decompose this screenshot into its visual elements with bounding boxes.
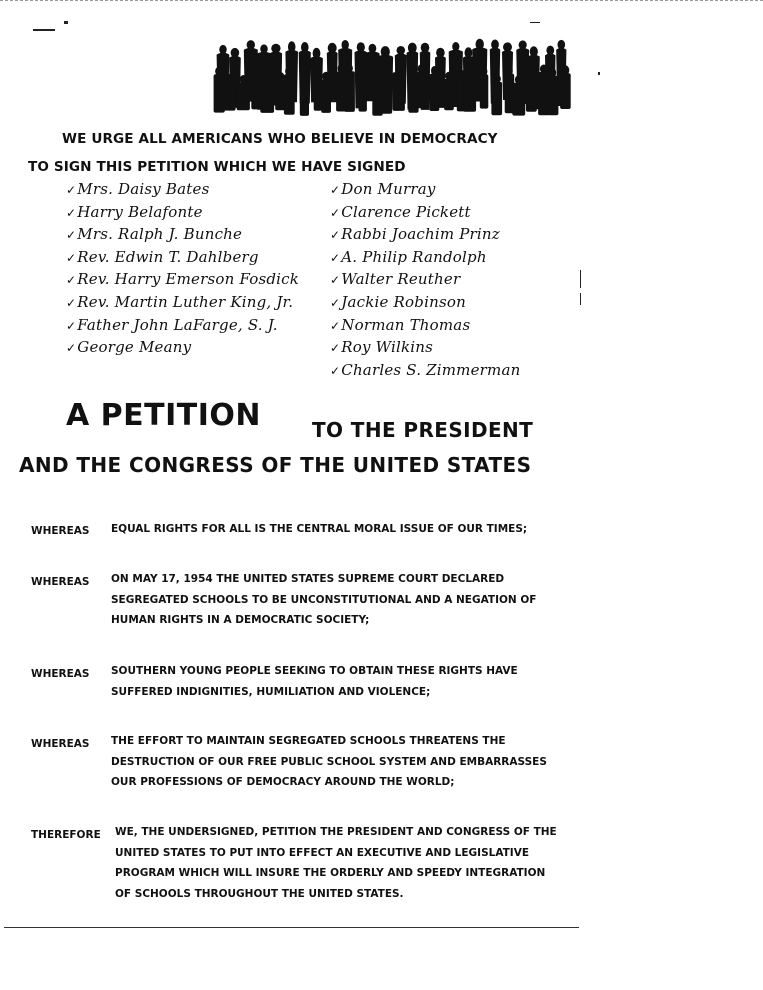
signature-name: Norman Thomas: [341, 315, 471, 334]
signature: [66, 268, 299, 291]
clause-line: OF SCHOOLS THROUGHOUT THE UNITED STATES.: [115, 888, 404, 901]
signature: [330, 268, 520, 291]
clause-line: EQUAL RIGHTS FOR ALL IS THE CENTRAL MORAL ISSUE OF OUR TIMES;: [111, 523, 528, 535]
signature: [66, 223, 299, 246]
signature-name: Mrs. Daisy Bates: [77, 180, 210, 198]
signatories-left-column: [66, 178, 299, 359]
signature-name: Mrs. Ralph J. Bunche: [77, 225, 243, 244]
signature: [330, 359, 520, 382]
check-mark-icon: ✓: [66, 341, 77, 356]
check-mark-icon: ✓: [330, 228, 341, 243]
bottom-rule: [4, 927, 579, 928]
clause-line: ON MAY 17, 1954 THE UNITED STATES SUPREME COURT DECLARED: [111, 573, 505, 585]
scan-speck: [580, 270, 581, 288]
check-mark-icon: ✓: [330, 318, 341, 333]
clause-line: UNITED STATES TO PUT INTO EFFECT AN EXECUTIVE AND LEGISLATIVE: [115, 846, 530, 859]
signature: [66, 336, 299, 359]
clause-line: WE, THE UNDERSIGNED, PETITION THE PRESIDENT AND CONGRESS OF THE: [115, 826, 557, 838]
signature-name: Father John LaFarge, S. J.: [77, 315, 278, 334]
signature: [330, 291, 520, 314]
scan-speck: [598, 72, 600, 75]
clause-body: [111, 519, 571, 540]
signature: [66, 201, 299, 224]
signature-name: Rev. Martin Luther King, Jr.: [77, 292, 294, 311]
check-mark-icon: ✓: [66, 273, 77, 288]
congress-heading: AND THE CONGRESS OF THE UNITED STATES: [19, 453, 532, 477]
signature: [330, 336, 520, 359]
signature-name: Rabbi Joachim Prinz: [341, 225, 500, 244]
petition-title: A PETITION: [66, 398, 262, 433]
signature: [66, 178, 299, 201]
clause-body: [111, 731, 571, 793]
check-mark-icon: ✓: [66, 228, 77, 243]
signature-name: Don Murray: [341, 180, 436, 198]
clause-line: DESTRUCTION OF OUR FREE PUBLIC SCHOOL SYSTEM AND EMBARRASSES: [111, 755, 547, 768]
check-mark-icon: ✓: [66, 250, 77, 265]
clause-line: SUFFERED INDIGNITIES, HUMILIATION AND VIOLENCE;: [111, 685, 431, 698]
signature: [330, 223, 520, 246]
scan-speck: [33, 29, 55, 31]
check-mark-icon: ✓: [330, 295, 341, 310]
signature-name: A. Philip Randolph: [341, 247, 487, 266]
clause-body: [111, 569, 571, 631]
clause-label: WHEREAS: [31, 738, 90, 750]
signature-name: Charles S. Zimmerman: [341, 360, 521, 379]
signature-name: Rev. Harry Emerson Fosdick: [77, 270, 300, 289]
signature-name: Walter Reuther: [341, 270, 461, 289]
clause-body: [115, 822, 575, 905]
check-mark-icon: ✓: [66, 318, 77, 333]
signature-name: Rev. Edwin T. Dahlberg: [77, 247, 259, 266]
clause-line: SEGREGATED SCHOOLS TO BE UNCONSTITUTIONAL AND A NEGATION OF: [111, 593, 537, 606]
clause-line: HUMAN RIGHTS IN A DEMOCRATIC SOCIETY;: [111, 614, 370, 627]
check-mark-icon: ✓: [330, 183, 341, 197]
scan-edge-rule: [0, 0, 763, 1]
signatories-right-column: [330, 178, 520, 381]
clause-body: [111, 661, 571, 702]
signature-name: Harry Belafonte: [77, 202, 203, 221]
signature: [330, 201, 520, 224]
signature: [330, 314, 520, 337]
urge-line-1: WE URGE ALL AMERICANS WHO BELIEVE IN DEMOCRACY: [62, 131, 498, 147]
check-mark-icon: ✓: [330, 363, 341, 378]
check-mark-icon: ✓: [330, 341, 341, 356]
clause-label: WHEREAS: [31, 668, 90, 680]
check-mark-icon: ✓: [330, 250, 341, 265]
check-mark-icon: ✓: [330, 273, 341, 288]
signature-name: Roy Wilkins: [341, 338, 434, 357]
urge-line-2: TO SIGN THIS PETITION WHICH WE HAVE SIGNED: [28, 159, 406, 175]
check-mark-icon: ✓: [66, 295, 77, 310]
signature: [330, 246, 520, 269]
crowd-banner-icon: [213, 30, 578, 118]
scan-speck: [530, 22, 540, 23]
clause-label: WHEREAS: [31, 576, 90, 588]
clause-line: PROGRAM WHICH WILL INSURE THE ORDERLY AND SPEEDY INTEGRATION: [115, 867, 546, 880]
signature-name: George Meany: [77, 338, 192, 357]
scan-speck: [580, 293, 581, 305]
signature: [66, 246, 299, 269]
to-president-heading: TO THE PRESIDENT: [312, 418, 534, 442]
signature-name: Jackie Robinson: [341, 292, 466, 311]
clause-line: OUR PROFESSIONS OF DEMOCRACY AROUND THE WORLD;: [111, 776, 455, 789]
clause-line: THE EFFORT TO MAINTAIN SEGREGATED SCHOOLS THREATENS THE: [111, 735, 506, 747]
clause-label: WHEREAS: [31, 525, 90, 537]
signature: [66, 291, 299, 314]
clause-line: SOUTHERN YOUNG PEOPLE SEEKING TO OBTAIN THESE RIGHTS HAVE: [111, 665, 518, 677]
check-mark-icon: ✓: [66, 183, 77, 197]
clause-label: THEREFORE: [31, 829, 101, 841]
signature-name: Clarence Pickett: [341, 202, 471, 221]
signature: [330, 178, 520, 201]
check-mark-icon: ✓: [330, 205, 341, 220]
scan-speck: [64, 21, 68, 24]
signature: [66, 314, 299, 337]
check-mark-icon: ✓: [66, 205, 77, 220]
